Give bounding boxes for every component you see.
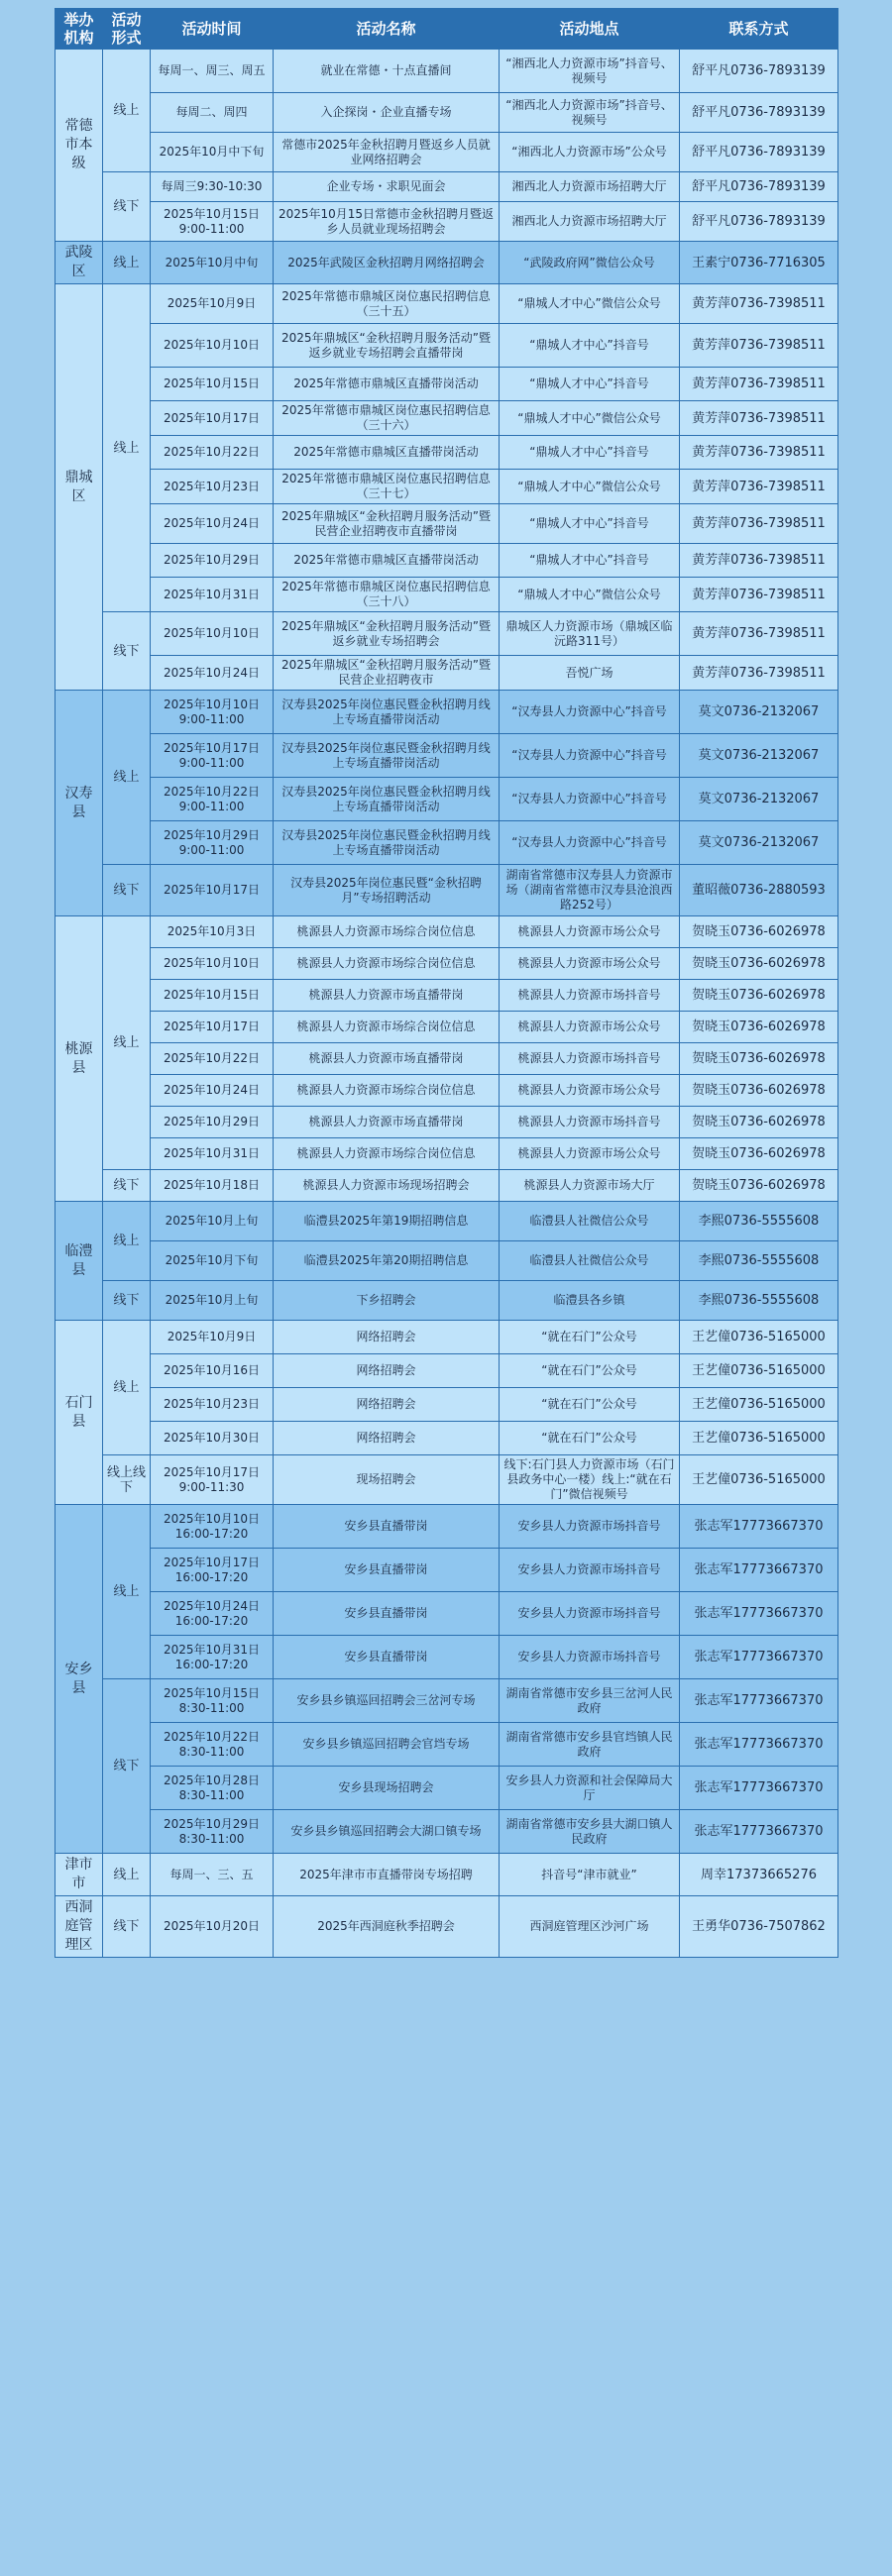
- header-organizer: 举办机构: [56, 9, 103, 50]
- location-cell: “就在石门”公众号: [500, 1354, 680, 1388]
- time-cell: 2025年10月15日 8:30-11:00: [151, 1679, 274, 1723]
- time-cell: 2025年10月10日: [151, 612, 274, 656]
- activity-name-cell: 2025年西洞庭秋季招聘会: [274, 1896, 500, 1958]
- table-header-row: [56, 9, 838, 50]
- contact-cell: 贺晓玉0736-6026978: [680, 1012, 838, 1043]
- job-fair-schedule-table: [55, 8, 838, 1958]
- table-row: [56, 1321, 838, 1354]
- format-cell: 线下: [103, 1679, 151, 1854]
- activity-name-cell: 桃源县人力资源市场综合岗位信息: [274, 916, 500, 948]
- activity-name-cell: 下乡招聘会: [274, 1281, 500, 1321]
- location-cell: “鼎城人才中心”微信公众号: [500, 284, 680, 324]
- table-row: [56, 1549, 838, 1592]
- contact-cell: 张志军17773667370: [680, 1549, 838, 1592]
- contact-cell: 张志军17773667370: [680, 1679, 838, 1723]
- time-cell: 2025年10月16日: [151, 1354, 274, 1388]
- table-row: [56, 821, 838, 865]
- table-row: [56, 50, 838, 93]
- activity-name-cell: 安乡县直播带岗: [274, 1505, 500, 1549]
- table-row: [56, 544, 838, 578]
- location-cell: 安乡县人力资源市场抖音号: [500, 1505, 680, 1549]
- activity-name-cell: 汉寿县2025年岗位惠民暨金秋招聘月线上专场直播带岗活动: [274, 821, 500, 865]
- header-location: 活动地点: [500, 9, 680, 50]
- contact-cell: 周幸17373665276: [680, 1854, 838, 1896]
- format-cell: 线上: [103, 1854, 151, 1896]
- table-row: [56, 734, 838, 778]
- location-cell: “湘西北人力资源市场”公众号: [500, 133, 680, 172]
- activity-name-cell: 安乡县直播带岗: [274, 1636, 500, 1679]
- contact-cell: 贺晓玉0736-6026978: [680, 1075, 838, 1107]
- location-cell: “鼎城人才中心”抖音号: [500, 368, 680, 401]
- location-cell: 桃源县人力资源市场公众号: [500, 1012, 680, 1043]
- table-row: [56, 1592, 838, 1636]
- time-cell: 2025年10月17日: [151, 401, 274, 436]
- location-cell: 临澧县各乡镇: [500, 1281, 680, 1321]
- format-cell: 线下: [103, 1896, 151, 1958]
- location-cell: “汉寿县人力资源中心”抖音号: [500, 734, 680, 778]
- contact-cell: 张志军17773667370: [680, 1723, 838, 1767]
- format-cell: 线下: [103, 865, 151, 916]
- activity-name-cell: 桃源县人力资源市场直播带岗: [274, 1107, 500, 1138]
- table-row: [56, 691, 838, 734]
- time-cell: 每周二、周四: [151, 93, 274, 133]
- activity-name-cell: 桃源县人力资源市场直播带岗: [274, 1043, 500, 1075]
- activity-name-cell: 汉寿县2025年岗位惠民暨金秋招聘月线上专场直播带岗活动: [274, 778, 500, 821]
- activity-name-cell: 安乡县直播带岗: [274, 1549, 500, 1592]
- contact-cell: 王勇华0736-7507862: [680, 1896, 838, 1958]
- activity-name-cell: 安乡县直播带岗: [274, 1592, 500, 1636]
- header-time: 活动时间: [151, 9, 274, 50]
- location-cell: 吾悦广场: [500, 656, 680, 691]
- location-cell: 桃源县人力资源市场公众号: [500, 1138, 680, 1170]
- time-cell: 2025年10月上旬: [151, 1202, 274, 1241]
- format-cell: 线上: [103, 691, 151, 865]
- activity-name-cell: 2025年10月15日常德市金秋招聘月暨返乡人员就业现场招聘会: [274, 202, 500, 242]
- table-row: [56, 578, 838, 612]
- time-cell: 2025年10月10日 16:00-17:20: [151, 1505, 274, 1549]
- location-cell: 桃源县人力资源市场公众号: [500, 916, 680, 948]
- activity-name-cell: 2025年常德市鼎城区直播带岗活动: [274, 544, 500, 578]
- contact-cell: 黄芳萍0736-7398511: [680, 612, 838, 656]
- contact-cell: 舒平凡0736-7893139: [680, 172, 838, 202]
- organizer-cell: 津市市: [56, 1854, 103, 1896]
- location-cell: “鼎城人才中心”抖音号: [500, 324, 680, 368]
- organizer-cell: 汉寿县: [56, 691, 103, 916]
- activity-name-cell: 汉寿县2025年岗位惠民暨金秋招聘月线上专场直播带岗活动: [274, 691, 500, 734]
- table-row: [56, 470, 838, 504]
- contact-cell: 黄芳萍0736-7398511: [680, 368, 838, 401]
- time-cell: 2025年10月17日 9:00-11:00: [151, 734, 274, 778]
- location-cell: 西洞庭管理区沙河广场: [500, 1896, 680, 1958]
- contact-cell: 舒平凡0736-7893139: [680, 93, 838, 133]
- organizer-cell: 西洞庭管理区: [56, 1896, 103, 1958]
- time-cell: 2025年10月22日 9:00-11:00: [151, 778, 274, 821]
- contact-cell: 莫文0736-2132067: [680, 821, 838, 865]
- table-row: [56, 1075, 838, 1107]
- contact-cell: 贺晓玉0736-6026978: [680, 948, 838, 980]
- contact-cell: 贺晓玉0736-6026978: [680, 1107, 838, 1138]
- table-row: [56, 436, 838, 470]
- location-cell: 桃源县人力资源市场抖音号: [500, 980, 680, 1012]
- location-cell: 临澧县人社微信公众号: [500, 1202, 680, 1241]
- time-cell: 2025年10月10日: [151, 324, 274, 368]
- location-cell: 临澧县人社微信公众号: [500, 1241, 680, 1281]
- contact-cell: 贺晓玉0736-6026978: [680, 1170, 838, 1202]
- time-cell: 2025年10月20日: [151, 1896, 274, 1958]
- location-cell: 桃源县人力资源市场公众号: [500, 1075, 680, 1107]
- activity-name-cell: 2025年鼎城区“金秋招聘月服务活动”暨返乡就业专场招聘会直播带岗: [274, 324, 500, 368]
- activity-name-cell: 网络招聘会: [274, 1354, 500, 1388]
- time-cell: 2025年10月中旬: [151, 242, 274, 284]
- activity-name-cell: 临澧县2025年第20期招聘信息: [274, 1241, 500, 1281]
- contact-cell: 贺晓玉0736-6026978: [680, 1043, 838, 1075]
- table-row: [56, 93, 838, 133]
- organizer-cell: 临澧县: [56, 1202, 103, 1321]
- organizer-cell: 安乡县: [56, 1505, 103, 1854]
- time-cell: 2025年10月24日: [151, 1075, 274, 1107]
- activity-name-cell: 入企探岗・企业直播专场: [274, 93, 500, 133]
- time-cell: 2025年10月17日 16:00-17:20: [151, 1549, 274, 1592]
- time-cell: 2025年10月15日: [151, 980, 274, 1012]
- time-cell: 2025年10月22日 8:30-11:00: [151, 1723, 274, 1767]
- activity-name-cell: 安乡县乡镇巡回招聘会三岔河专场: [274, 1679, 500, 1723]
- contact-cell: 王艺僮0736-5165000: [680, 1422, 838, 1455]
- format-cell: 线上: [103, 284, 151, 612]
- activity-name-cell: 安乡县乡镇巡回招聘会官垱专场: [274, 1723, 500, 1767]
- header-format: 活动形式: [103, 9, 151, 50]
- header-contact: 联系方式: [680, 9, 838, 50]
- table-row: [56, 242, 838, 284]
- table-row: [56, 916, 838, 948]
- table-row: [56, 401, 838, 436]
- location-cell: “鼎城人才中心”抖音号: [500, 436, 680, 470]
- format-cell: 线上: [103, 1505, 151, 1679]
- contact-cell: 莫文0736-2132067: [680, 734, 838, 778]
- activity-name-cell: 2025年常德市鼎城区岗位惠民招聘信息（三十五）: [274, 284, 500, 324]
- time-cell: 2025年10月3日: [151, 916, 274, 948]
- time-cell: 2025年10月中下旬: [151, 133, 274, 172]
- contact-cell: 张志军17773667370: [680, 1592, 838, 1636]
- table-row: [56, 612, 838, 656]
- location-cell: “湘西北人力资源市场”抖音号、视频号: [500, 50, 680, 93]
- format-cell: 线下: [103, 1281, 151, 1321]
- time-cell: 2025年10月31日: [151, 578, 274, 612]
- location-cell: 鼎城区人力资源市场（鼎城区临沅路311号）: [500, 612, 680, 656]
- organizer-cell: 石门县: [56, 1321, 103, 1505]
- time-cell: 2025年10月30日: [151, 1422, 274, 1455]
- time-cell: 2025年10月上旬: [151, 1281, 274, 1321]
- activity-name-cell: 临澧县2025年第19期招聘信息: [274, 1202, 500, 1241]
- activity-name-cell: 企业专场・求职见面会: [274, 172, 500, 202]
- table-row: [56, 284, 838, 324]
- table-row: [56, 1854, 838, 1896]
- activity-name-cell: 桃源县人力资源市场综合岗位信息: [274, 1012, 500, 1043]
- location-cell: “就在石门”公众号: [500, 1388, 680, 1422]
- location-cell: 桃源县人力资源市场抖音号: [500, 1043, 680, 1075]
- activity-name-cell: 2025年常德市鼎城区岗位惠民招聘信息（三十七）: [274, 470, 500, 504]
- organizer-cell: 常德市本级: [56, 50, 103, 242]
- activity-name-cell: 2025年鼎城区“金秋招聘月服务活动”暨民营企业招聘夜市: [274, 656, 500, 691]
- contact-cell: 张志军17773667370: [680, 1767, 838, 1810]
- table-row: [56, 1170, 838, 1202]
- activity-name-cell: 常德市2025年金秋招聘月暨返乡人员就业网络招聘会: [274, 133, 500, 172]
- table-row: [56, 1723, 838, 1767]
- location-cell: 安乡县人力资源市场抖音号: [500, 1636, 680, 1679]
- format-cell: 线上: [103, 242, 151, 284]
- contact-cell: 黄芳萍0736-7398511: [680, 284, 838, 324]
- table-row: [56, 1388, 838, 1422]
- location-cell: 湘西北人力资源市场招聘大厅: [500, 172, 680, 202]
- table-row: [56, 1202, 838, 1241]
- table-row: [56, 1679, 838, 1723]
- activity-name-cell: 网络招聘会: [274, 1422, 500, 1455]
- time-cell: 每周一、周三、周五: [151, 50, 274, 93]
- activity-name-cell: 2025年常德市鼎城区岗位惠民招聘信息（三十六）: [274, 401, 500, 436]
- activity-name-cell: 2025年常德市鼎城区直播带岗活动: [274, 436, 500, 470]
- location-cell: 桃源县人力资源市场大厅: [500, 1170, 680, 1202]
- contact-cell: 舒平凡0736-7893139: [680, 133, 838, 172]
- format-cell: 线上: [103, 50, 151, 172]
- table-row: [56, 1281, 838, 1321]
- time-cell: 2025年10月29日: [151, 1107, 274, 1138]
- table-row: [56, 504, 838, 544]
- location-cell: 湖南省常德市安乡县三岔河人民政府: [500, 1679, 680, 1723]
- activity-name-cell: 桃源县人力资源市场综合岗位信息: [274, 1138, 500, 1170]
- contact-cell: 黄芳萍0736-7398511: [680, 578, 838, 612]
- contact-cell: 张志军17773667370: [680, 1810, 838, 1854]
- activity-name-cell: 安乡县现场招聘会: [274, 1767, 500, 1810]
- location-cell: 抖音号“津市就业”: [500, 1854, 680, 1896]
- table-row: [56, 202, 838, 242]
- location-cell: 湖南省常德市安乡县官垱镇人民政府: [500, 1723, 680, 1767]
- time-cell: 2025年10月15日: [151, 368, 274, 401]
- time-cell: 2025年10月29日 8:30-11:00: [151, 1810, 274, 1854]
- table-row: [56, 1043, 838, 1075]
- table-row: [56, 778, 838, 821]
- time-cell: 2025年10月23日: [151, 1388, 274, 1422]
- contact-cell: 莫文0736-2132067: [680, 691, 838, 734]
- time-cell: 2025年10月29日: [151, 544, 274, 578]
- location-cell: 湘西北人力资源市场招聘大厅: [500, 202, 680, 242]
- time-cell: 2025年10月下旬: [151, 1241, 274, 1281]
- table-row: [56, 1767, 838, 1810]
- contact-cell: 李熙0736-5555608: [680, 1281, 838, 1321]
- table-row: [56, 1422, 838, 1455]
- activity-name-cell: 2025年常德市鼎城区岗位惠民招聘信息（三十八）: [274, 578, 500, 612]
- time-cell: 每周一、三、五: [151, 1854, 274, 1896]
- table-row: [56, 133, 838, 172]
- time-cell: 2025年10月22日: [151, 436, 274, 470]
- location-cell: “汉寿县人力资源中心”抖音号: [500, 821, 680, 865]
- location-cell: 安乡县人力资源市场抖音号: [500, 1592, 680, 1636]
- contact-cell: 王艺僮0736-5165000: [680, 1455, 838, 1505]
- activity-name-cell: 现场招聘会: [274, 1455, 500, 1505]
- contact-cell: 李熙0736-5555608: [680, 1202, 838, 1241]
- location-cell: 湖南省常德市安乡县大湖口镇人民政府: [500, 1810, 680, 1854]
- time-cell: 2025年10月24日: [151, 504, 274, 544]
- contact-cell: 董昭薇0736-2880593: [680, 865, 838, 916]
- time-cell: 2025年10月9日: [151, 284, 274, 324]
- contact-cell: 舒平凡0736-7893139: [680, 202, 838, 242]
- table-row: [56, 1241, 838, 1281]
- activity-name-cell: 桃源县人力资源市场现场招聘会: [274, 1170, 500, 1202]
- contact-cell: 黄芳萍0736-7398511: [680, 436, 838, 470]
- location-cell: “湘西北人力资源市场”抖音号、视频号: [500, 93, 680, 133]
- table-row: [56, 1455, 838, 1505]
- location-cell: 桃源县人力资源市场抖音号: [500, 1107, 680, 1138]
- location-cell: “鼎城人才中心”抖音号: [500, 504, 680, 544]
- time-cell: 2025年10月28日 8:30-11:00: [151, 1767, 274, 1810]
- time-cell: 2025年10月23日: [151, 470, 274, 504]
- contact-cell: 贺晓玉0736-6026978: [680, 916, 838, 948]
- organizer-cell: 桃源县: [56, 916, 103, 1202]
- table-row: [56, 948, 838, 980]
- table-row: [56, 1012, 838, 1043]
- time-cell: 2025年10月29日 9:00-11:00: [151, 821, 274, 865]
- table-row: [56, 1810, 838, 1854]
- contact-cell: 黄芳萍0736-7398511: [680, 470, 838, 504]
- activity-name-cell: 2025年津市市直播带岗专场招聘: [274, 1854, 500, 1896]
- format-cell: 线上线下: [103, 1455, 151, 1505]
- location-cell: 安乡县人力资源市场抖音号: [500, 1549, 680, 1592]
- location-cell: 线下:石门县人力资源市场（石门县政务中心一楼）线上:“就在石门”微信视频号: [500, 1455, 680, 1505]
- time-cell: 2025年10月15日 9:00-11:00: [151, 202, 274, 242]
- contact-cell: 王艺僮0736-5165000: [680, 1321, 838, 1354]
- table-row: [56, 1636, 838, 1679]
- contact-cell: 王艺僮0736-5165000: [680, 1354, 838, 1388]
- time-cell: 2025年10月31日: [151, 1138, 274, 1170]
- activity-name-cell: 汉寿县2025年岗位惠民暨金秋招聘月线上专场直播带岗活动: [274, 734, 500, 778]
- activity-name-cell: 就业在常德・十点直播间: [274, 50, 500, 93]
- schedule-table-container: [55, 8, 837, 1958]
- table-row: [56, 172, 838, 202]
- time-cell: 每周三9:30-10:30: [151, 172, 274, 202]
- activity-name-cell: 安乡县乡镇巡回招聘会大湖口镇专场: [274, 1810, 500, 1854]
- time-cell: 2025年10月10日: [151, 948, 274, 980]
- location-cell: “就在石门”公众号: [500, 1422, 680, 1455]
- table-row: [56, 1896, 838, 1958]
- location-cell: 湖南省常德市汉寿县人力资源市场（湖南省常德市汉寿县沧浪西路252号）: [500, 865, 680, 916]
- time-cell: 2025年10月31日 16:00-17:20: [151, 1636, 274, 1679]
- format-cell: 线下: [103, 1170, 151, 1202]
- location-cell: “汉寿县人力资源中心”抖音号: [500, 691, 680, 734]
- location-cell: “鼎城人才中心”微信公众号: [500, 401, 680, 436]
- format-cell: 线上: [103, 1202, 151, 1281]
- contact-cell: 黄芳萍0736-7398511: [680, 324, 838, 368]
- organizer-cell: 武陵区: [56, 242, 103, 284]
- table-row: [56, 1138, 838, 1170]
- format-cell: 线下: [103, 612, 151, 691]
- location-cell: “鼎城人才中心”微信公众号: [500, 470, 680, 504]
- location-cell: “汉寿县人力资源中心”抖音号: [500, 778, 680, 821]
- contact-cell: 黄芳萍0736-7398511: [680, 401, 838, 436]
- time-cell: 2025年10月17日: [151, 1012, 274, 1043]
- location-cell: 桃源县人力资源市场公众号: [500, 948, 680, 980]
- activity-name-cell: 桃源县人力资源市场综合岗位信息: [274, 1075, 500, 1107]
- time-cell: 2025年10月17日: [151, 865, 274, 916]
- location-cell: “就在石门”公众号: [500, 1321, 680, 1354]
- time-cell: 2025年10月24日: [151, 656, 274, 691]
- contact-cell: 莫文0736-2132067: [680, 778, 838, 821]
- activity-name-cell: 汉寿县2025年岗位惠民暨“金秋招聘月”专场招聘活动: [274, 865, 500, 916]
- activity-name-cell: 2025年鼎城区“金秋招聘月服务活动”暨返乡就业专场招聘会: [274, 612, 500, 656]
- contact-cell: 王艺僮0736-5165000: [680, 1388, 838, 1422]
- contact-cell: 王素宁0736-7716305: [680, 242, 838, 284]
- activity-name-cell: 桃源县人力资源市场综合岗位信息: [274, 948, 500, 980]
- header-activity: 活动名称: [274, 9, 500, 50]
- organizer-cell: 鼎城区: [56, 284, 103, 691]
- activity-name-cell: 桃源县人力资源市场直播带岗: [274, 980, 500, 1012]
- contact-cell: 李熙0736-5555608: [680, 1241, 838, 1281]
- contact-cell: 舒平凡0736-7893139: [680, 50, 838, 93]
- location-cell: “鼎城人才中心”抖音号: [500, 544, 680, 578]
- contact-cell: 黄芳萍0736-7398511: [680, 504, 838, 544]
- time-cell: 2025年10月9日: [151, 1321, 274, 1354]
- contact-cell: 黄芳萍0736-7398511: [680, 656, 838, 691]
- activity-name-cell: 网络招聘会: [274, 1321, 500, 1354]
- time-cell: 2025年10月10日 9:00-11:00: [151, 691, 274, 734]
- activity-name-cell: 2025年鼎城区“金秋招聘月服务活动”暨民营企业招聘夜市直播带岗: [274, 504, 500, 544]
- table-row: [56, 1107, 838, 1138]
- format-cell: 线下: [103, 172, 151, 242]
- location-cell: 安乡县人力资源和社会保障局大厅: [500, 1767, 680, 1810]
- table-row: [56, 324, 838, 368]
- activity-name-cell: 网络招聘会: [274, 1388, 500, 1422]
- time-cell: 2025年10月18日: [151, 1170, 274, 1202]
- time-cell: 2025年10月24日 16:00-17:20: [151, 1592, 274, 1636]
- contact-cell: 贺晓玉0736-6026978: [680, 980, 838, 1012]
- activity-name-cell: 2025年常德市鼎城区直播带岗活动: [274, 368, 500, 401]
- table-row: [56, 865, 838, 916]
- contact-cell: 张志军17773667370: [680, 1505, 838, 1549]
- location-cell: “武陵政府网”微信公众号: [500, 242, 680, 284]
- time-cell: 2025年10月22日: [151, 1043, 274, 1075]
- table-row: [56, 980, 838, 1012]
- contact-cell: 贺晓玉0736-6026978: [680, 1138, 838, 1170]
- contact-cell: 黄芳萍0736-7398511: [680, 544, 838, 578]
- table-row: [56, 368, 838, 401]
- format-cell: 线上: [103, 916, 151, 1170]
- table-row: [56, 656, 838, 691]
- contact-cell: 张志军17773667370: [680, 1636, 838, 1679]
- location-cell: “鼎城人才中心”微信公众号: [500, 578, 680, 612]
- format-cell: 线上: [103, 1321, 151, 1455]
- table-row: [56, 1354, 838, 1388]
- activity-name-cell: 2025年武陵区金秋招聘月网络招聘会: [274, 242, 500, 284]
- table-row: [56, 1505, 838, 1549]
- time-cell: 2025年10月17日 9:00-11:30: [151, 1455, 274, 1505]
